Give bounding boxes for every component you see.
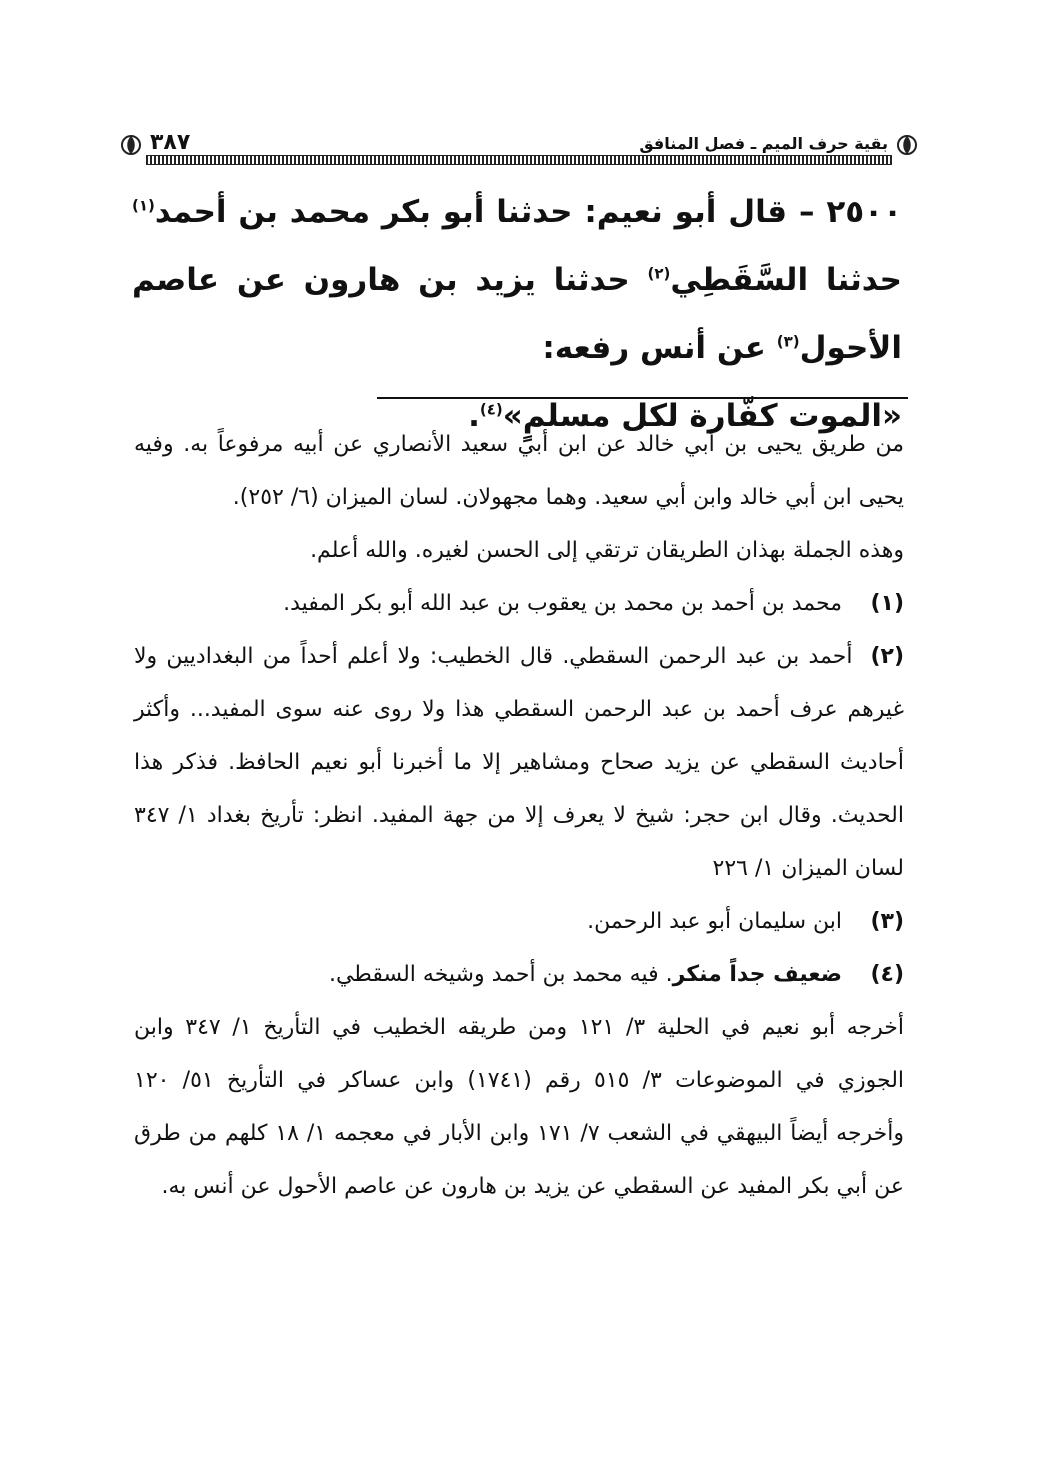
footnote-ref-4[interactable]: (٤) [479, 400, 503, 419]
footnote-text: . فيه محمد بن أحمد وشيخه السقطي. [328, 962, 673, 987]
footnote-number: (٤) [870, 962, 904, 987]
header-rule [146, 155, 892, 165]
running-header [130, 128, 908, 164]
footnote-ref-2[interactable]: (٢) [647, 264, 671, 283]
hadith-line-3-end: . [468, 398, 480, 434]
grading: ضعيف جداً منكر [672, 962, 842, 987]
footnote-1 [134, 577, 904, 630]
hadith-line-2-end: عن أنس رفعه: [542, 330, 777, 366]
takhrij [134, 1001, 904, 1213]
footnote-text: أحمد بن عبد الرحمن السقطي. قال الخطيب: ولا أعلم أحداً من البغداديين ولا غيرهم عرف أحمد بن عبد الرحمن السقطي هذا ولا روى عنه سوى المفيد... وأكثر أحاديث السقطي عن يزيد صحاح ومشاهير إلا ما أخبرنا أبو نعيم الحافظ. فذكر هذا الحديث. وقال ابن حجر: شيخ لا يعرف إلا من جهة المفيد. انظر: تأريخ بغداد ١/ ٣٤٧ لسان الميزان ١/ ٢٢٦ [134, 644, 904, 881]
floral-ornament-icon [118, 132, 144, 158]
footnote-number: (٢) [870, 644, 904, 669]
hadith-line-2-mid: حدثنا يزيد بن هارون عن عاصم الأحول [132, 262, 902, 366]
chapter-title: بقية حرف الميم ـ فصل المنافق [639, 134, 888, 153]
footnote-ref-3[interactable]: (٣) [776, 332, 800, 351]
footnote-text: ابن سليمان أبو عبد الرحمن. [587, 909, 842, 934]
footnote-4 [134, 948, 904, 1001]
hadith-line-1: ٢٥٠٠ – قال أبو نعيم: حدثنا أبو بكر محمد بن أحمد [154, 194, 902, 230]
footnote-continuation: وهذه الجملة بهذان الطريقان ترتقي إلى الحسن لغيره. والله أعلم. [310, 538, 904, 563]
footnote-ref-1[interactable]: (١) [132, 196, 155, 215]
footnote-text: محمد بن أحمد بن محمد بن يعقوب بن عبد الله أبو بكر المفيد. [283, 591, 842, 616]
page-number: ٣٨٧ [150, 130, 191, 155]
footnote-continuation: من طريق يحيى بن أبي خالد عن ابن أبي سعيد الأنصاري عن أبيه مرفوعاً به. وفيه يحيى ابن أبي خالد وابن أبي سعيد. وهما مجهولان. لسان الميزان (٦/ ٢٥٢). [134, 432, 904, 510]
footnote-3 [134, 895, 904, 948]
footnotes [134, 418, 904, 1213]
footnote-number: (٣) [870, 909, 904, 934]
hadith-line-1-end: حدثنا [825, 262, 903, 298]
footnote-2 [134, 630, 904, 895]
footnote-separator [377, 397, 908, 399]
hadith-text [132, 178, 902, 450]
hadith-matn: «الموت كفّارة لكل مسلمٍ» [502, 398, 902, 434]
takhrij-text: أخرجه أبو نعيم في الحلية ٣/ ١٢١ ومن طريقه الخطيب في التأريخ ١/ ٣٤٧ وابن الجوزي في الموضوعات ٣/ ٥١٥ رقم (١٧٤١) وابن عساكر في التأريخ ٥١/ ١٢٠ وأخرجه أيضاً البيهقي في الشعب ٧/ ١٧١ وابن الأبار في معجمه ١/ ١٨ كلهم من طرق عن أبي بكر المفيد عن السقطي عن يزيد بن هارون عن عاصم الأحول عن أنس به. [134, 1015, 905, 1199]
hadith-line-2-start: السَّقَطِي [670, 262, 809, 298]
footnote-number: (١) [870, 591, 904, 616]
floral-ornament-icon [894, 132, 920, 158]
